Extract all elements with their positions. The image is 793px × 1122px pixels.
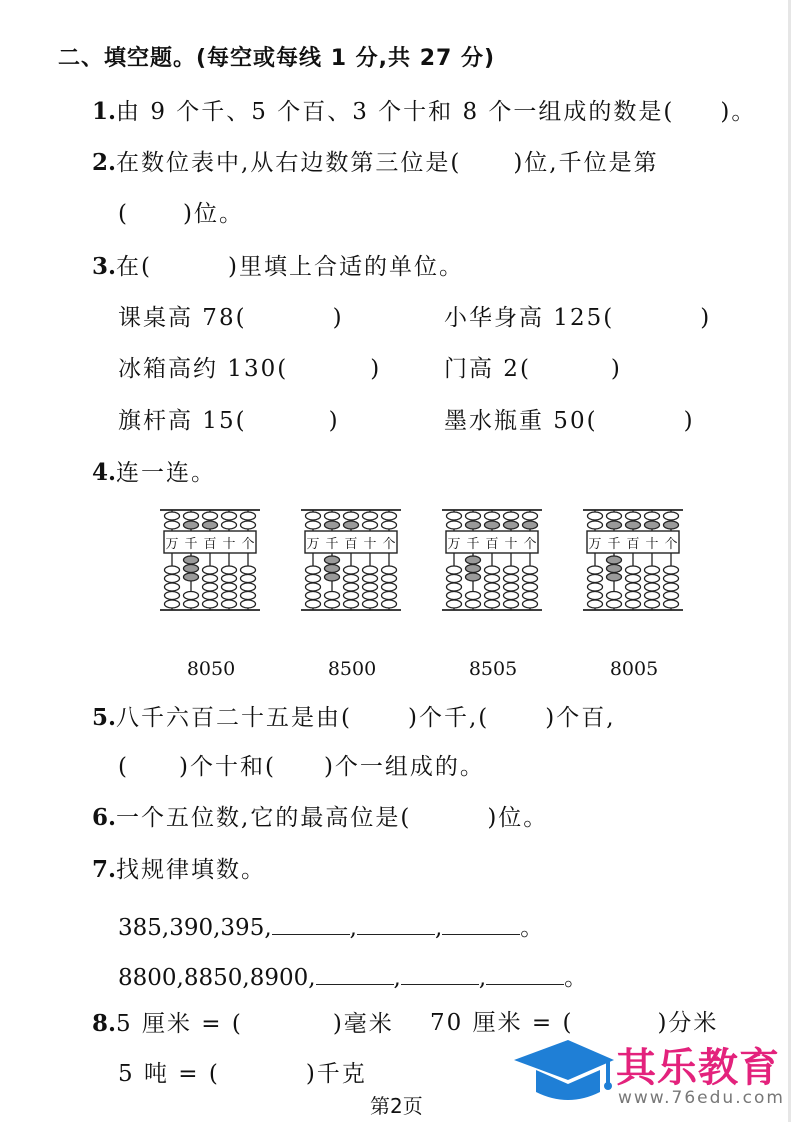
abacus-bead [222,512,237,520]
abacus-place-label: 百 [344,537,358,552]
abacus-bead [203,566,218,574]
question-4 [92,461,216,485]
abacus-bead [222,583,237,591]
unit-item [118,358,381,381]
abacus-bead [241,575,256,583]
abacus-bead [664,512,679,520]
abacus-bead [626,575,641,583]
abacus-bead [607,565,622,573]
abacus-bead [184,600,199,608]
abacus-place-label: 百 [626,537,640,552]
abacus-bead [485,592,500,600]
abacus-number-option: 8005 [609,658,659,680]
question-number: 8. [92,1010,117,1037]
sequence-blank[interactable] [442,912,520,935]
abacus-bead [626,583,641,591]
abacus-bead [523,566,538,574]
abacus-bead [344,512,359,520]
question-text-end: )里填上合适的单位。 [228,254,464,280]
sequence-sep: , [393,965,401,991]
question-text: ( [118,754,129,780]
abacus-bead [165,566,180,574]
abacus-bead [363,592,378,600]
conversion-unit: )毫米 [332,1011,394,1037]
abacus-bead [165,512,180,520]
abacus-bead [626,600,641,608]
abacus-bead [325,512,340,520]
unit-item-label: 墨水瓶重 50( [444,408,598,434]
abacus-number-option: 8505 [468,658,518,680]
question-text: 由 9 个千、5 个百、3 个十和 8 个一组成的数是( [116,99,675,125]
abacus-bead [626,521,641,529]
conversion-unit: )千克 [305,1061,367,1087]
abacus-bead [165,575,180,583]
abacus-place-label: 十 [645,537,659,552]
abacus-bead [664,600,679,608]
abacus-bead [184,573,199,581]
abacus-bead [165,600,180,608]
abacus-bead [645,566,660,574]
question-text: ( [118,201,129,227]
abacus-place-label: 个 [664,537,678,552]
abacus-bead [363,600,378,608]
abacus-bead [664,521,679,529]
abacus-bead [607,600,622,608]
abacus-bead [306,583,321,591]
abacus-number-option: 8050 [186,658,236,680]
abacus-bead [504,592,519,600]
abacus-bead [466,592,481,600]
question-text: 在数位表中,从右边数第三位是( [116,150,462,176]
abacus-bead [523,575,538,583]
abacus-bead [203,592,218,600]
question-text-end: )个百, [545,705,616,731]
conversion-label: 70 厘米 = ( [430,1010,574,1036]
unit-item-label: 冰箱高约 130( [118,356,289,382]
abacus-place-label: 个 [382,537,396,552]
abacus-bead [222,521,237,529]
abacus-place-label: 十 [363,537,377,552]
abacus-bead [466,565,481,573]
question-text-end: )位。 [182,201,244,227]
abacus-place-label: 千 [184,537,198,552]
abacus-place-label: 万 [447,537,461,552]
unit-item [118,410,340,433]
abacus-place-label: 千 [466,537,480,552]
abacus-bead [466,512,481,520]
sequence-sep: , [349,915,357,941]
question-6 [92,806,548,830]
abacus-bead [344,583,359,591]
abacus-bead [485,512,500,520]
abacus-bead [645,583,660,591]
abacus-bead [306,575,321,583]
abacus-bead [504,575,519,583]
abacus-bead [504,583,519,591]
abacus-bead [382,583,397,591]
question-text-end: )个一组成的。 [323,754,485,780]
abacus-bead [344,521,359,529]
unit-item-close: ) [700,305,712,331]
sequence-given: 385,390,395, [118,915,272,941]
abacus-place-label: 千 [607,537,621,552]
abacus-bead [382,512,397,520]
unit-item-label: 旗杆高 15( [118,408,247,434]
abacus-bead [447,583,462,591]
abacus-bead [344,575,359,583]
question-number: 4. [92,459,117,486]
abacus-place-label: 百 [485,537,499,552]
abacus-bead [203,512,218,520]
sequence-end: 。 [520,915,544,941]
abacus-bead [203,600,218,608]
abacus-bead [588,575,603,583]
abacus-bead [363,512,378,520]
abacus-place-label: 百 [203,537,217,552]
abacus-bead [607,573,622,581]
abacus-bead [203,575,218,583]
graduation-cap-icon [508,1036,620,1108]
unit-item-close: ) [332,305,344,331]
question-8b [430,1012,718,1035]
unit-item-close: ) [683,408,695,434]
abacus-place-label: 十 [222,537,236,552]
abacus-bead [588,583,603,591]
abacus-bead [466,556,481,564]
abacus-bead [203,521,218,529]
abacus-bead [222,592,237,600]
unit-item [444,410,695,433]
abacus-place-label: 万 [588,537,602,552]
abacus-bead [466,600,481,608]
abacus-bead [626,566,641,574]
abacus-bead [306,600,321,608]
question-number: 7. [92,856,117,883]
abacus-group [150,500,710,690]
sequence-2 [118,962,587,990]
abacus-bead [664,566,679,574]
abacus-bead [184,592,199,600]
sequence-blank[interactable] [316,962,394,985]
abacus-bead [664,592,679,600]
abacus-place-label: 千 [325,537,339,552]
abacus-bead [607,556,622,564]
sequence-end: 。 [564,965,588,991]
sequence-blank[interactable] [401,962,479,985]
abacus-bead [664,583,679,591]
abacus-bead [504,566,519,574]
abacus-bead [241,512,256,520]
abacus-bead [485,566,500,574]
abacus-bead [325,556,340,564]
abacus-bead [447,592,462,600]
abacus-bead [523,592,538,600]
question-number: 6. [92,804,117,831]
unit-item-close: ) [610,356,622,382]
question-number: 5. [92,704,117,731]
abacus-bead [184,512,199,520]
abacus-bead [165,592,180,600]
abacus-bead [165,521,180,529]
question-number: 3. [92,253,117,280]
unit-item [118,307,344,330]
watermark [508,1034,790,1114]
question-text-end: )位。 [487,805,549,831]
unit-item [444,358,622,381]
abacus-bead [241,566,256,574]
abacus-bead [588,600,603,608]
question-7 [92,858,266,882]
abacus-bead [447,512,462,520]
abacus-bead [241,583,256,591]
abacus-bead [645,512,660,520]
abacus-bead [203,583,218,591]
abacus-bead [504,521,519,529]
abacus-number-option: 8500 [327,658,377,680]
abacus-bead [382,521,397,529]
sequence-1 [118,912,543,940]
abacus-bead [306,512,321,520]
question-8a [92,1012,394,1036]
abacus-bead [222,575,237,583]
abacus-bead [607,521,622,529]
unit-item-label: 门高 2( [444,356,531,382]
abacus-bead [363,521,378,529]
section-title: 二、填空题。(每空或每线 1 分,共 27 分) [58,46,496,71]
unit-item-close: ) [370,356,382,382]
abacus-bead [184,521,199,529]
abacus-bead [645,575,660,583]
abacus-bead [325,600,340,608]
abacus-bead [588,512,603,520]
abacus-bead [382,566,397,574]
abacus-bead [607,592,622,600]
abacus-bead [447,521,462,529]
abacus-bead [523,583,538,591]
abacus-bead [363,566,378,574]
sequence-blank[interactable] [272,912,350,935]
sequence-blank[interactable] [486,962,564,985]
abacus-bead [325,565,340,573]
unit-item-label: 课桌高 78( [118,305,247,331]
abacus-bead [184,556,199,564]
question-5 [92,706,616,730]
abacus-bead [523,512,538,520]
abacus-bead [344,600,359,608]
abacus-bead [222,600,237,608]
abacus-bead [588,566,603,574]
question-3 [92,255,464,279]
abacus-place-label: 万 [165,537,179,552]
abacus-bead [645,600,660,608]
abacus-bead [485,600,500,608]
abacus-bead [363,583,378,591]
abacus-bead [645,592,660,600]
question-text-end: )。 [720,99,757,125]
abacus-bead [382,592,397,600]
abacus-bead [626,512,641,520]
abacus-bead [306,566,321,574]
abacus-bead [363,575,378,583]
sequence-sep: , [434,915,443,941]
abacus-bead [523,521,538,529]
abacus-bead [382,600,397,608]
abacus-bead [626,592,641,600]
abacus-bead [645,521,660,529]
question-2 [92,151,659,175]
abacus-bead [523,600,538,608]
abacus-bead [241,521,256,529]
abacus-bead [306,521,321,529]
sequence-given: 8800,8850,8900, [118,965,316,991]
question-text: 在( [116,254,152,280]
abacus-bead [382,575,397,583]
page-number: 第2页 [370,1094,423,1118]
abacus-place-label: 万 [306,537,320,552]
abacus-bead [588,521,603,529]
question-text: 连一连。 [116,460,217,486]
conversion-unit: )分米 [657,1010,719,1036]
conversion-label: 5 厘米 = ( [116,1011,243,1037]
abacus-bead [325,592,340,600]
abacus-bead [241,600,256,608]
question-text: 八千六百二十五是由( [116,705,352,731]
page-edge [788,0,791,1122]
sequence-blank[interactable] [357,912,435,935]
abacus-bead [466,573,481,581]
question-1 [92,100,756,124]
unit-item-close: ) [328,408,340,434]
abacus-bead [607,512,622,520]
abacus-bead [184,565,199,573]
question-5-line2 [118,756,485,779]
abacus-bead [325,521,340,529]
abacus-bead [485,583,500,591]
abacus-place-label: 十 [504,537,518,552]
abacus-bead [241,592,256,600]
question-number: 2. [92,149,117,176]
abacus-place-label: 个 [241,537,255,552]
watermark-title: 其乐教育 [616,1045,780,1091]
question-number: 1. [92,98,117,125]
abacus-bead [504,512,519,520]
abacus-bead [165,583,180,591]
sequence-sep: , [478,965,487,991]
abacus-bead [588,592,603,600]
abacus-bead [447,600,462,608]
abacus-bead [222,566,237,574]
question-text-mid: )个千,( [408,705,490,731]
abacus-bead [485,521,500,529]
unit-item [444,307,711,330]
question-8c [118,1063,367,1086]
abacus-bead [447,566,462,574]
abacus-bead [485,575,500,583]
abacus-bead [447,575,462,583]
abacus-bead [504,600,519,608]
question-2-line2 [118,203,244,226]
conversion-label: 5 吨 = ( [118,1061,220,1087]
abacus-bead [325,573,340,581]
abacus-bead [466,521,481,529]
question-text-end: )位,千位是第 [513,150,659,176]
abacus-bead [306,592,321,600]
abacus-bead [664,575,679,583]
question-text: 一个五位数,它的最高位是( [116,805,412,831]
abacus-bead [344,592,359,600]
unit-item-label: 小华身高 125( [444,305,615,331]
question-text-mid: )个十和( [178,754,276,780]
watermark-url: www.76edu.com [618,1088,785,1108]
abacus-place-label: 个 [523,537,537,552]
abacus-bead [344,566,359,574]
question-text: 找规律填数。 [116,857,267,883]
